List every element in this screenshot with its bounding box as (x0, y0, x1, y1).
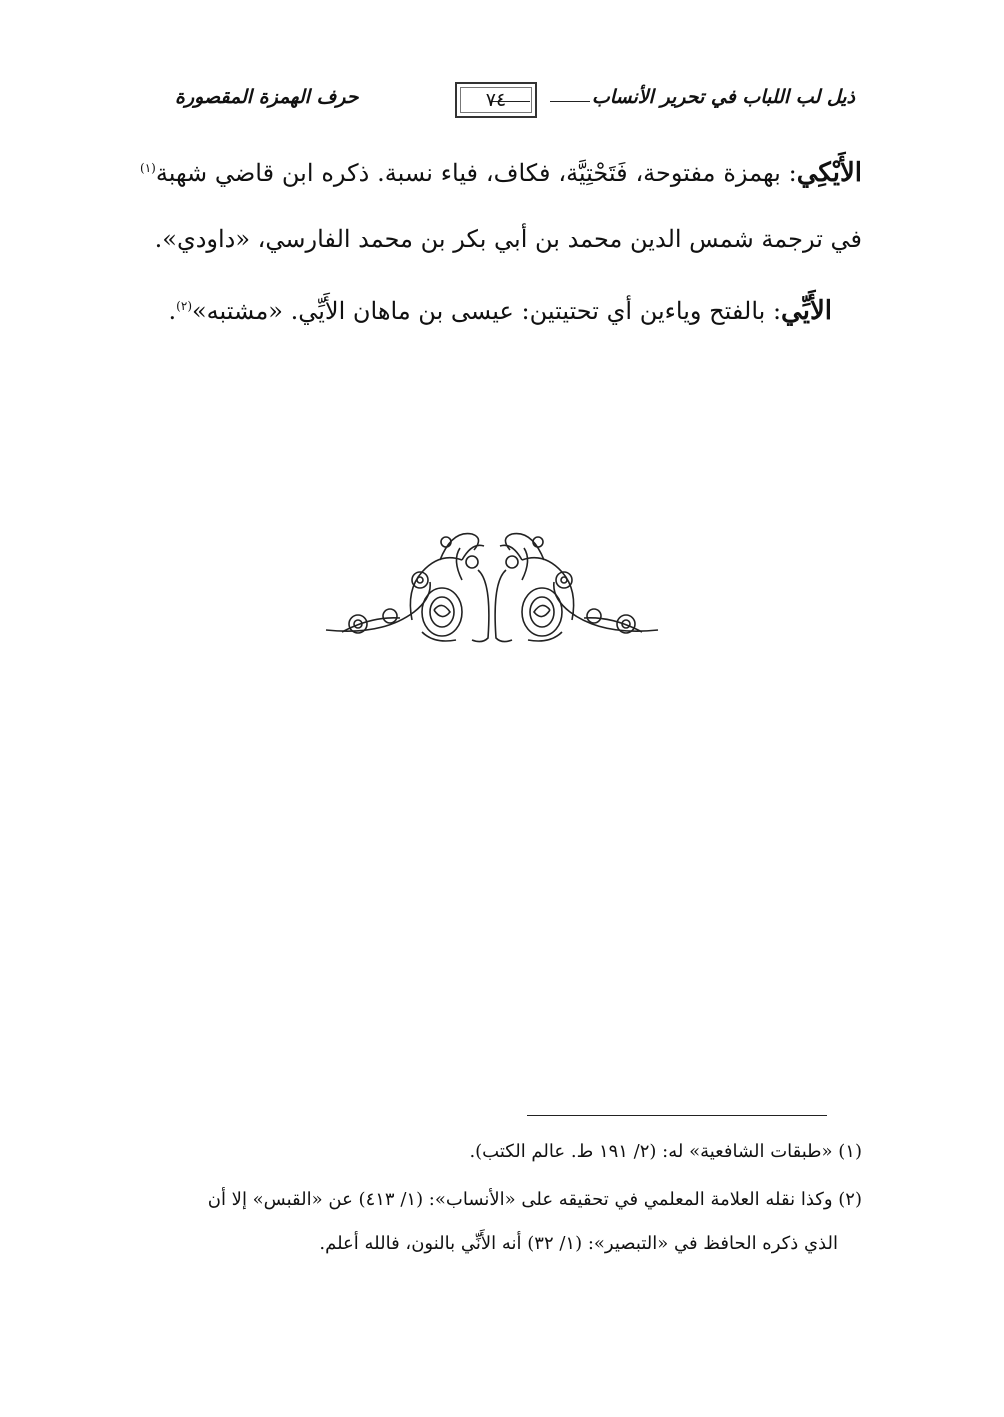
footnotes (140, 1130, 862, 1270)
ornament-right-half (495, 534, 658, 642)
footnote-separator (527, 1115, 827, 1116)
entry-text-continued: في ترجمة شمس الدين محمد بن أبي بكر بن محمد الفارسي، «داودي». (154, 225, 862, 253)
header-book-title: ذيل لب اللباب في تحرير الأنساب (591, 86, 855, 108)
header-rule-left (550, 101, 590, 102)
page-number: ٧٤ (455, 82, 537, 118)
entry-text-continued: . (168, 297, 177, 325)
footnote-ref: (٢) (176, 299, 192, 313)
footnote-marker: (١) (838, 1141, 862, 1162)
entry-ayyi (140, 278, 862, 344)
footnote-2 (140, 1178, 862, 1266)
footnote-1 (140, 1130, 862, 1174)
decorative-ornament-icon (322, 520, 662, 650)
main-text (140, 140, 862, 344)
entry-text: : بهمزة مفتوحة، فَتَحْتِيَّة، فكاف، فياء نسبة. ذكره ابن قاضي شهبة (155, 159, 797, 187)
footnote-text: وكذا نقله العلامة المعلمي في تحقيقه على «الأنساب»: (١/ ٤١٣) عن «القبس» إلا أن (207, 1189, 833, 1210)
entry-aiki (140, 140, 862, 272)
running-header (175, 82, 855, 122)
entry-text: : بالفتح وياءين أي تحتيتين: عيسى بن ماهان الأَيِّي. «مشتبه» (192, 297, 782, 325)
entry-term: الأَيْكِي (796, 158, 863, 188)
footnote-text-continued: الذي ذكره الحافظ في «التبصير»: (١/ ٣٢) أنه الأَنِّي بالنون، فالله أعلم. (319, 1233, 838, 1254)
entry-term: الأَيِّي (781, 296, 832, 326)
ornament-left-half (326, 534, 489, 642)
header-section-title: حرف الهمزة المقصورة (175, 86, 359, 108)
footnote-text: «طبقات الشافعية» له: (٢/ ١٩١ ط. عالم الكتب). (469, 1141, 833, 1162)
footnote-ref: (١) (140, 161, 156, 175)
footnote-marker: (٢) (838, 1189, 862, 1210)
